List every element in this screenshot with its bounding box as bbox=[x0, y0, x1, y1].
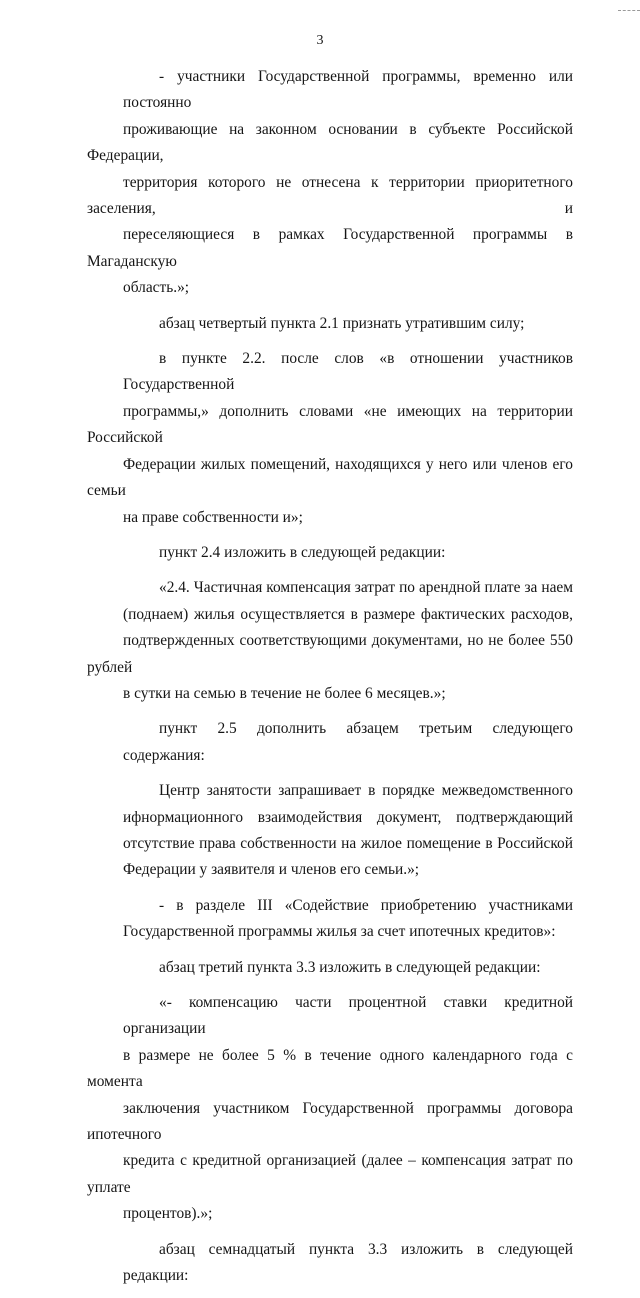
text-line: в пункте 2.2. после слов «в отношении участников Государственной bbox=[123, 350, 573, 394]
paragraph-clause-3-3-third bbox=[87, 955, 573, 981]
paragraph-clause-2-4-text bbox=[87, 575, 573, 707]
text-line: кредита с кредитной организацией (далее – компенсация затрат по уплате bbox=[87, 1152, 573, 1196]
page-number: 3 bbox=[316, 33, 324, 48]
text-line: Центр занятости запрашивает в порядке межведомственного bbox=[159, 782, 573, 800]
text-line: территория которого не отнесена к территории приоритетного заселения, и bbox=[87, 173, 573, 218]
paragraph-interest-compensation bbox=[87, 990, 573, 1228]
text-line: пункт 2.4 изложить в следующей редакции: bbox=[159, 543, 446, 561]
text-line: абзац семнадцатый пункта 3.3 изложить в следующей редакции: bbox=[123, 1240, 573, 1285]
text-line: (поднаем) жилья осуществляется в размере фактических расходов, bbox=[123, 605, 573, 623]
text-line: в размере не более 5 % в течение одного календарного года с момента bbox=[87, 1046, 573, 1091]
text-line: процентов).»; bbox=[123, 1205, 213, 1223]
text-line: пункт 2.5 дополнить абзацем третьим следующего содержания: bbox=[123, 720, 573, 764]
paragraph-employment-center bbox=[87, 778, 573, 884]
text-line: заключения участником Государственной программы договора ипотечного bbox=[87, 1099, 573, 1144]
text-line: абзац четвертый пункта 2.1 признать утратившим силу; bbox=[159, 314, 525, 332]
text-line: в сутки на семью в течение не более 6 месяцев.»; bbox=[123, 684, 446, 702]
document-body bbox=[87, 64, 573, 1298]
text-line: подтвержденных соответствующими документами, но не более 550 рублей bbox=[87, 632, 573, 676]
paragraph-clause-2-1 bbox=[87, 311, 573, 337]
paragraph-clause-2-4-intro bbox=[87, 540, 573, 566]
text-line: Государственной программы жилья за счет ипотечных кредитов»: bbox=[123, 923, 556, 941]
text-line: область.»; bbox=[123, 279, 190, 297]
scan-edge-mark bbox=[618, 0, 640, 11]
paragraph-clause-3-3-seventeenth bbox=[87, 1237, 573, 1290]
paragraph-clause-2-2 bbox=[87, 346, 573, 531]
text-line: Федерации жилых помещений, находящихся у него или членов его семьи bbox=[87, 455, 573, 500]
paragraph-section-3 bbox=[87, 893, 573, 946]
text-line: программы,» дополнить словами «не имеющих на территории Российской bbox=[87, 402, 573, 447]
text-line: переселяющиеся в рамках Государственной программы в Магаданскую bbox=[87, 226, 573, 270]
text-line: абзац третий пункта 3.3 изложить в следующей редакции: bbox=[159, 958, 541, 976]
text-line: - участники Государственной программы, временно или постоянно bbox=[123, 68, 573, 112]
text-line: на праве собственности и»; bbox=[123, 508, 303, 526]
text-line: проживающие на законном основании в субъекте Российской Федерации, bbox=[87, 120, 573, 165]
text-line: «2.4. Частичная компенсация затрат по арендной плате за наем bbox=[159, 579, 573, 597]
text-line: «- компенсацию части процентной ставки кредитной организации bbox=[123, 994, 573, 1038]
text-line: ифнормационного взаимодействия документ, подтверждающий bbox=[123, 808, 573, 826]
text-line: - в разделе III «Содействие приобретению участниками bbox=[159, 896, 573, 914]
paragraph-participants bbox=[87, 64, 573, 302]
paragraph-clause-2-5-intro bbox=[87, 716, 573, 769]
text-line: Федерации у заявителя и членов его семьи.»; bbox=[123, 861, 420, 879]
text-line: отсутствие права собственности на жилое помещение в Российской bbox=[123, 834, 573, 852]
